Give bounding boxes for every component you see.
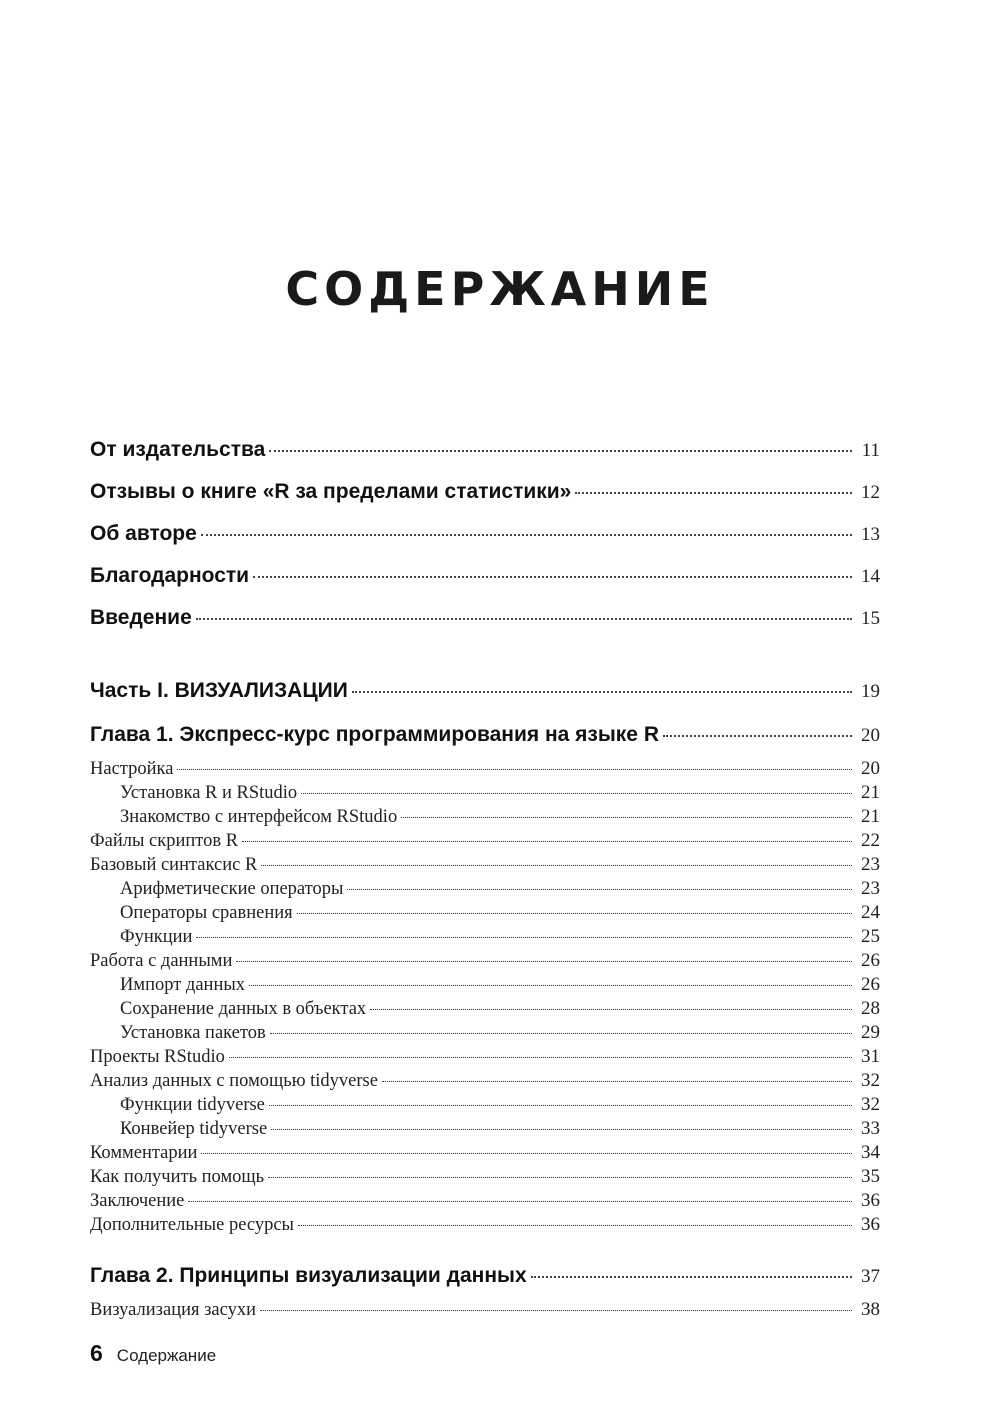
- toc-entry-introduction[interactable]: [90, 606, 880, 630]
- dot-leader: [201, 1153, 852, 1154]
- toc-section-title: Проекты RStudio: [90, 1047, 225, 1067]
- toc-subsection-title: Установка R и RStudio: [120, 783, 298, 803]
- dot-leader: [242, 841, 852, 842]
- toc-entry-page: 11: [861, 440, 880, 461]
- toc-section-page: 34: [861, 1142, 880, 1163]
- toc-subsection[interactable]: [90, 1094, 880, 1116]
- toc-subsection-page: 26: [861, 974, 880, 995]
- dot-leader: [297, 913, 852, 914]
- dot-leader: [663, 735, 852, 737]
- toc-section-page: 22: [861, 830, 880, 851]
- toc-subsection[interactable]: [90, 926, 880, 948]
- toc-entry-page: 37: [861, 1266, 880, 1287]
- toc-section-title: Работа с данными: [90, 951, 233, 971]
- toc-section[interactable]: [90, 1046, 880, 1068]
- toc-subsection[interactable]: [90, 998, 880, 1020]
- toc-entry-page: 12: [861, 482, 880, 503]
- toc-subsection[interactable]: [90, 782, 880, 804]
- toc-section[interactable]: [90, 1166, 880, 1188]
- toc-section-page: 23: [861, 854, 880, 875]
- toc-section[interactable]: [90, 1142, 880, 1164]
- dot-leader: [301, 793, 852, 794]
- toc-subsection-page: 33: [861, 1118, 880, 1139]
- dot-leader: [268, 1177, 852, 1178]
- toc-section[interactable]: [90, 830, 880, 852]
- dot-leader: [188, 1201, 852, 1202]
- toc-subsection-page: 29: [861, 1022, 880, 1043]
- toc-subsection-title: Импорт данных: [120, 975, 246, 995]
- dot-leader: [177, 769, 852, 770]
- toc-entry-title: Глава 1. Экспресс-курс программирования на языке R: [90, 723, 659, 746]
- toc-section[interactable]: [90, 1190, 880, 1212]
- toc-section-title: Базовый синтаксис R: [90, 855, 258, 875]
- toc-section-title: Дополнительные ресурсы: [90, 1215, 294, 1235]
- toc-subsection-page: 32: [861, 1094, 880, 1115]
- toc-subsection-page: 21: [861, 782, 880, 803]
- toc-entry-about-author[interactable]: [90, 522, 880, 546]
- toc-section-title: Визуализация засухи: [90, 1300, 257, 1320]
- toc-subsection-page: 23: [861, 878, 880, 899]
- toc-subsection-title: Функции tidyverse: [120, 1095, 265, 1115]
- toc-section-page: 36: [861, 1214, 880, 1235]
- toc-subsection-title: Операторы сравнения: [120, 903, 293, 923]
- dot-leader: [260, 1310, 852, 1311]
- toc-entry-acknowledgements[interactable]: [90, 564, 880, 588]
- toc-entry-page: 20: [861, 725, 880, 746]
- toc-subsection[interactable]: [90, 974, 880, 996]
- toc-subsection[interactable]: [90, 806, 880, 828]
- dot-leader: [270, 1033, 852, 1034]
- toc-entry-reviews[interactable]: [90, 480, 880, 504]
- dot-leader: [253, 576, 852, 578]
- toc-entry-title: От издательства: [90, 438, 266, 461]
- page-number: 6: [90, 1340, 103, 1366]
- dot-leader: [382, 1081, 852, 1082]
- toc-entry-page: 14: [861, 566, 880, 587]
- toc-section[interactable]: [90, 1299, 880, 1321]
- toc-subsection-page: 24: [861, 902, 880, 923]
- toc-section-page: 35: [861, 1166, 880, 1187]
- dot-leader: [229, 1057, 852, 1058]
- toc-section[interactable]: [90, 758, 880, 780]
- toc-section-page: 31: [861, 1046, 880, 1067]
- page-title: СОДЕРЖАНИЕ: [285, 262, 715, 316]
- toc-entry-page: 19: [861, 681, 880, 702]
- toc-entry-chapter-1[interactable]: [90, 723, 880, 747]
- dot-leader: [269, 1105, 852, 1106]
- toc-section[interactable]: [90, 854, 880, 876]
- toc-entry-page: 13: [861, 524, 880, 545]
- toc-section[interactable]: [90, 1214, 880, 1236]
- toc-entry-title: Отзывы о книге «R за пределами статистики»: [90, 480, 572, 503]
- dot-leader: [347, 889, 852, 890]
- toc-subsection[interactable]: [90, 902, 880, 924]
- toc-entry-chapter-2[interactable]: [90, 1264, 880, 1288]
- toc-entry-title: Введение: [90, 606, 192, 629]
- dot-leader: [249, 985, 852, 986]
- toc-section-page: 20: [861, 758, 880, 779]
- dot-leader: [269, 450, 852, 452]
- toc-entry-title: Часть I. ВИЗУАЛИЗАЦИИ: [90, 679, 348, 702]
- toc-section-page: 38: [861, 1299, 880, 1320]
- toc-section-title: Анализ данных с помощью tidyverse: [90, 1071, 378, 1091]
- toc-subsection-title: Арифметические операторы: [120, 879, 344, 899]
- toc-section-title: Заключение: [90, 1191, 185, 1211]
- dot-leader: [196, 937, 852, 938]
- toc-section-page: 36: [861, 1190, 880, 1211]
- toc-subsection-title: Конвейер tidyverse: [120, 1119, 268, 1139]
- dot-leader: [531, 1276, 852, 1278]
- dot-leader: [271, 1129, 852, 1130]
- toc-section[interactable]: [90, 1070, 880, 1092]
- dot-leader: [370, 1009, 852, 1010]
- toc-entry-title: Благодарности: [90, 564, 250, 587]
- toc-section-title: Как получить помощь: [90, 1167, 265, 1187]
- toc-subsection-title: Установка пакетов: [120, 1023, 266, 1043]
- running-footer-label: Содержание: [116, 1346, 217, 1365]
- toc-section-page: 26: [861, 950, 880, 971]
- dot-leader: [352, 691, 852, 693]
- toc-entry-part-1[interactable]: [90, 679, 880, 703]
- toc-entry-from-publisher[interactable]: [90, 438, 880, 462]
- toc-entry-title: Об авторе: [90, 522, 197, 545]
- page-footer: [90, 1340, 216, 1367]
- toc-section-page: 32: [861, 1070, 880, 1091]
- toc-section[interactable]: [90, 950, 880, 972]
- dot-leader: [575, 492, 852, 494]
- toc-subsection-page: 25: [861, 926, 880, 947]
- toc-entry-page: 15: [861, 608, 880, 629]
- toc-entry-title: Глава 2. Принципы визуализации данных: [90, 1264, 527, 1287]
- toc-subsection-title: Знакомство с интерфейсом RStudio: [120, 807, 398, 827]
- toc-subsection-title: Сохранение данных в объектах: [120, 999, 367, 1019]
- toc-subsection-page: 28: [861, 998, 880, 1019]
- toc-section-title: Комментарии: [90, 1143, 198, 1163]
- toc-subsection[interactable]: [90, 878, 880, 900]
- toc-subsection-title: Функции: [120, 927, 193, 947]
- toc-section-title: Настройка: [90, 759, 174, 779]
- toc-subsection[interactable]: [90, 1022, 880, 1044]
- toc-subsection[interactable]: [90, 1118, 880, 1140]
- dot-leader: [201, 534, 852, 536]
- toc-section-title: Файлы скриптов R: [90, 831, 239, 851]
- dot-leader: [401, 817, 852, 818]
- dot-leader: [196, 618, 852, 620]
- dot-leader: [298, 1225, 852, 1226]
- dot-leader: [261, 865, 852, 866]
- dot-leader: [236, 961, 852, 962]
- toc-subsection-page: 21: [861, 806, 880, 827]
